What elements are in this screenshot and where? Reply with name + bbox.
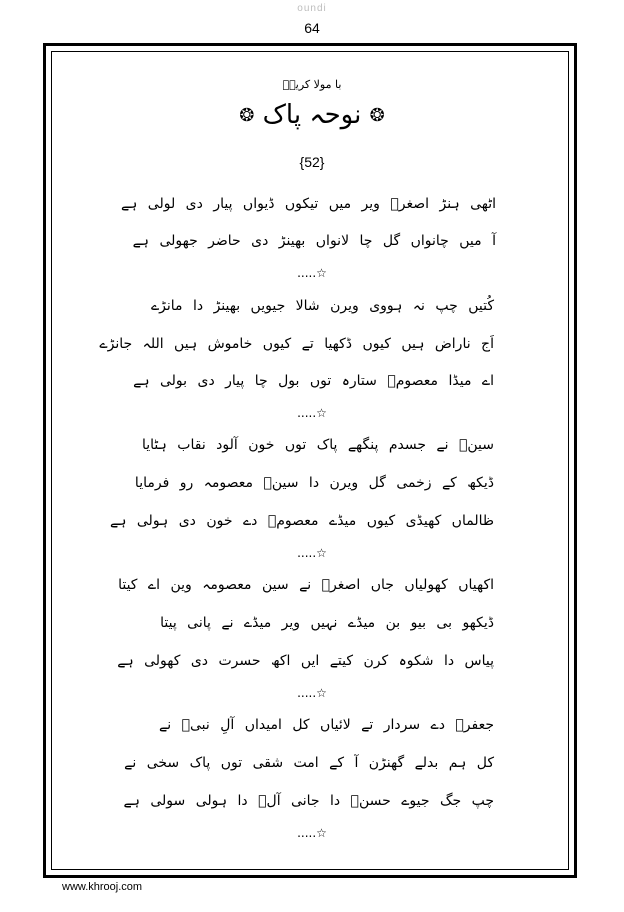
invocation-text: با مولا کریمؑ — [282, 78, 342, 91]
title-text: نوحہ پاک — [262, 100, 362, 130]
verse-line: ظالماں کھیڈی کیوں میڈے معصومؑ دے خون دی ہولی ہے — [110, 513, 494, 529]
verse-line: پیاس دا شکوہ کرن کیتے ایں اکھ حسرت دی کھولی ہے — [117, 653, 494, 669]
stanza-divider: .....☆ — [297, 686, 327, 700]
watermark-text: oundi — [297, 3, 327, 14]
verse-line: ڈیکھ کے زخمی گل ویرن دا سینؑ معصومہ رو فرمایا — [134, 475, 494, 491]
poem-number: {52} — [299, 154, 325, 170]
poem-title — [0, 100, 624, 130]
ornament-icon: ❂ — [239, 105, 255, 126]
verse-line: ڈیکھو بی بیو بن میڈے نہیں ویر میڈے نے پانی پیتا — [160, 615, 494, 631]
verse-line: سینؑ نے جسدم پنگھے پاک توں خون آلود نقاب ہٹایا — [141, 437, 494, 453]
verse-line: چپ جگ جیوے حسنؑ دا جانی آلؑ دا ہولی سولی ہے — [123, 793, 494, 809]
verse-line: اٹھی ہنڑ اصغرؑ ویر میں تیکوں ڈیواں پیار دی لولی ہے — [120, 196, 496, 212]
stanza-divider: .....☆ — [297, 826, 327, 840]
verse-line: اَج ناراض ہیں کیوں ڈکھیا تے کیوں خاموش ہیں اللہ جانڑے — [99, 336, 494, 352]
stanza-divider: .....☆ — [297, 546, 327, 560]
ornament-icon: ❂ — [369, 105, 385, 126]
page-number: 64 — [0, 20, 624, 36]
verse-line: اے میڈا معصومؑ ستارہ توں بول چا پیار دی بولی ہے — [133, 373, 494, 389]
website-link[interactable]: www.khrooj.com — [62, 881, 143, 893]
verse-line: آ میں چانواں گل چا لانواں بھینڑ دی حاضر جھولی ہے — [132, 233, 496, 249]
stanza-divider: .....☆ — [297, 406, 327, 420]
verse-line: کل ہم بدلے گھنڑن آ کے امت شقی توں پاک سخی نے — [124, 755, 494, 771]
verse-line: اکھیاں کھولیاں جاں اصغرؑ نے سین معصومہ وین اے کیتا — [118, 577, 494, 593]
verse-line: کُتیں چپ نہ ہووی ویرن شالا جیویں بھینڑ دا مانڑے — [150, 298, 494, 314]
stanza-divider: .....☆ — [297, 266, 327, 280]
page-border-inner — [51, 51, 569, 870]
verse-line: جعفرؑ دے سردار تے لائیاں کل امیداں آلِ نبیؐ نے — [159, 717, 494, 733]
